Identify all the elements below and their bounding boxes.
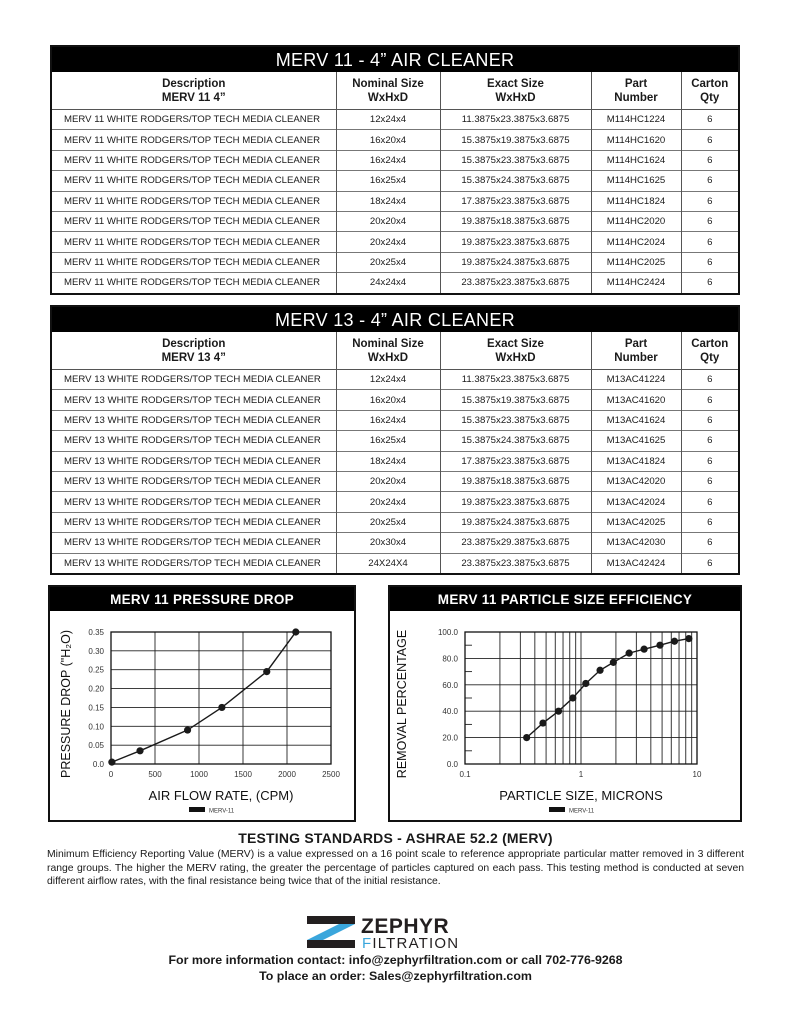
data-point — [108, 759, 115, 766]
table-row — [52, 533, 738, 553]
exact-size-cell: 15.3875x24.3875x3.6875 — [440, 431, 591, 451]
column-header — [336, 332, 440, 370]
legend-swatch — [549, 807, 565, 812]
data-point — [218, 704, 225, 711]
column-header-line1: Carton — [691, 77, 729, 90]
x-axis-label: AIR FLOW RATE, (CPM) — [148, 788, 294, 803]
y-tick-label: 0.25 — [88, 665, 104, 675]
logo-bar-top — [307, 916, 355, 924]
y-tick-label: 40.0 — [442, 707, 458, 717]
column-header-line2: WxHxD — [367, 351, 409, 364]
part-number-cell: M13AC41620 — [591, 390, 681, 410]
particle-size-plot — [390, 587, 744, 824]
description-cell: MERV 13 WHITE RODGERS/TOP TECH MEDIA CLEANER — [52, 410, 336, 430]
logo-word-filtration-rest: ILTRATION — [372, 935, 460, 951]
pressure-drop-chart-title: MERV 11 PRESSURE DROP — [50, 587, 354, 611]
zephyr-filtration-logo — [305, 913, 490, 951]
merv13-table — [50, 305, 740, 575]
column-header-line2: Number — [614, 351, 658, 364]
logo-word-zephyr: ZEPHYR — [361, 915, 450, 938]
table-row — [52, 130, 738, 150]
pressure-drop-plot — [50, 587, 358, 824]
table-row — [52, 171, 738, 191]
exact-size-cell: 19.3875x23.3875x3.6875 — [440, 492, 591, 512]
description-cell: MERV 11 WHITE RODGERS/TOP TECH MEDIA CLEANER — [52, 273, 336, 293]
table-row — [52, 150, 738, 170]
data-point — [656, 642, 663, 649]
exact-size-cell: 15.3875x19.3875x3.6875 — [440, 390, 591, 410]
description-cell: MERV 13 WHITE RODGERS/TOP TECH MEDIA CLEANER — [52, 492, 336, 512]
data-point — [610, 659, 617, 666]
column-header-line1: Exact Size — [487, 77, 544, 90]
y-tick-label: 0.15 — [88, 703, 104, 713]
x-tick-label: 10 — [692, 770, 702, 779]
table-row — [52, 471, 738, 491]
part-number-cell: M13AC42024 — [591, 492, 681, 512]
particle-size-chart-title: MERV 11 PARTICLE SIZE EFFICIENCY — [390, 587, 740, 611]
data-point — [539, 719, 546, 726]
part-number-cell: M13AC42020 — [591, 471, 681, 491]
exact-size-cell: 15.3875x23.3875x3.6875 — [440, 150, 591, 170]
legend-label: MERV-11 — [569, 808, 595, 815]
table-row — [52, 232, 738, 252]
x-tick-label: 1000 — [190, 770, 208, 779]
plot-frame — [111, 632, 331, 764]
carton-qty-cell: 6 — [681, 150, 738, 170]
exact-size-cell: 15.3875x23.3875x3.6875 — [440, 410, 591, 430]
column-header-line2: MERV 11 4” — [161, 91, 226, 104]
part-number-cell: M114HC2025 — [591, 252, 681, 272]
description-cell: MERV 11 WHITE RODGERS/TOP TECH MEDIA CLEANER — [52, 191, 336, 211]
part-number-cell: M13AC41824 — [591, 451, 681, 471]
part-number-cell: M13AC42025 — [591, 512, 681, 532]
column-header-line1: Part — [624, 337, 648, 350]
part-number-cell: M114HC1224 — [591, 110, 681, 130]
table-row — [52, 410, 738, 430]
pressure-drop-chart — [48, 585, 356, 822]
y-tick-label: 0.10 — [88, 722, 104, 732]
table-row — [52, 273, 738, 293]
carton-qty-cell: 6 — [681, 390, 738, 410]
exact-size-cell: 19.3875x23.3875x3.6875 — [440, 232, 591, 252]
column-header-line1: Nominal Size — [352, 337, 424, 350]
table-row — [52, 211, 738, 231]
carton-qty-cell: 6 — [681, 171, 738, 191]
description-cell: MERV 11 WHITE RODGERS/TOP TECH MEDIA CLEANER — [52, 150, 336, 170]
x-tick-label: 0 — [108, 770, 114, 779]
zephyr-z-icon — [305, 913, 490, 951]
table-header-row — [52, 332, 738, 370]
series-line-merv-11 — [112, 632, 296, 762]
nominal-size-cell: 20x24x4 — [336, 232, 440, 252]
column-header — [681, 72, 738, 110]
data-point — [569, 694, 576, 701]
part-number-cell: M13AC41224 — [591, 370, 681, 390]
carton-qty-cell: 6 — [681, 370, 738, 390]
part-number-cell: M13AC41625 — [591, 431, 681, 451]
carton-qty-cell: 6 — [681, 110, 738, 130]
merv11-table-title: MERV 11 - 4” AIR CLEANER — [52, 47, 738, 72]
carton-qty-cell: 6 — [681, 211, 738, 231]
logo-word-filtration — [362, 935, 459, 951]
carton-qty-cell: 6 — [681, 431, 738, 451]
x-tick-label: 0.1 — [459, 770, 471, 779]
data-point — [523, 734, 530, 741]
table-row — [52, 451, 738, 471]
carton-qty-cell: 6 — [681, 232, 738, 252]
legend-swatch — [189, 807, 205, 812]
logo-bar-bottom — [307, 940, 355, 948]
y-tick-label: 60.0 — [442, 680, 458, 690]
nominal-size-cell: 18x24x4 — [336, 191, 440, 211]
carton-qty-cell: 6 — [681, 533, 738, 553]
part-number-cell: M13AC41624 — [591, 410, 681, 430]
table-row — [52, 431, 738, 451]
exact-size-cell: 19.3875x18.3875x3.6875 — [440, 471, 591, 491]
nominal-size-cell: 20x25x4 — [336, 512, 440, 532]
carton-qty-cell: 6 — [681, 471, 738, 491]
merv13-table-title: MERV 13 - 4” AIR CLEANER — [52, 307, 738, 332]
column-header-line1: Nominal Size — [352, 77, 424, 90]
data-point — [685, 635, 692, 642]
exact-size-cell: 15.3875x24.3875x3.6875 — [440, 171, 591, 191]
data-point — [555, 708, 562, 715]
nominal-size-cell: 12x24x4 — [336, 110, 440, 130]
series-line-merv-11 — [527, 639, 689, 738]
carton-qty-cell: 6 — [681, 252, 738, 272]
x-tick-label: 1 — [578, 770, 584, 779]
data-point — [136, 747, 143, 754]
x-tick-label: 2000 — [278, 770, 296, 779]
column-header-line2: Number — [614, 91, 658, 104]
column-header-line1: Description — [162, 337, 226, 350]
nominal-size-cell: 20x20x4 — [336, 471, 440, 491]
logo-letter-f: F — [362, 935, 373, 951]
exact-size-cell: 19.3875x18.3875x3.6875 — [440, 211, 591, 231]
exact-size-cell: 23.3875x23.3875x3.6875 — [440, 273, 591, 293]
logo-bar-diagonal — [307, 924, 355, 940]
nominal-size-cell: 20x20x4 — [336, 211, 440, 231]
table-row — [52, 370, 738, 390]
y-tick-label: 80.0 — [442, 654, 458, 664]
part-number-cell: M13AC42424 — [591, 553, 681, 573]
legend-label: MERV-11 — [209, 808, 235, 815]
exact-size-cell: 19.3875x24.3875x3.6875 — [440, 512, 591, 532]
column-header-line2: WxHxD — [495, 351, 536, 364]
part-number-cell: M114HC2020 — [591, 211, 681, 231]
y-tick-label: 0.35 — [88, 628, 104, 637]
exact-size-cell: 17.3875x23.3875x3.6875 — [440, 451, 591, 471]
column-header — [681, 332, 738, 370]
column-header-line1: Exact Size — [487, 337, 544, 350]
nominal-size-cell: 16x24x4 — [336, 410, 440, 430]
description-cell: MERV 11 WHITE RODGERS/TOP TECH MEDIA CLEANER — [64, 114, 321, 126]
description-cell: MERV 13 WHITE RODGERS/TOP TECH MEDIA CLEANER — [52, 471, 336, 491]
part-number-cell: M13AC42030 — [591, 533, 681, 553]
contact-line-order: To place an order: Sales@zephyrfiltration.com — [259, 969, 532, 983]
y-tick-label: 20.0 — [442, 733, 458, 743]
data-point — [596, 667, 603, 674]
data-point — [292, 628, 299, 635]
testing-standards-title: TESTING STANDARDS - ASHRAE 52.2 (MERV) — [238, 830, 553, 846]
data-point — [641, 646, 648, 653]
carton-qty-cell: 6 — [681, 451, 738, 471]
x-tick-label: 500 — [148, 770, 162, 779]
description-cell: MERV 13 WHITE RODGERS/TOP TECH MEDIA CLEANER — [64, 374, 321, 386]
nominal-size-cell: 16x20x4 — [336, 390, 440, 410]
merv11-product-table — [52, 72, 738, 293]
carton-qty-cell: 6 — [681, 553, 738, 573]
y-tick-label: 0.30 — [88, 646, 104, 656]
part-number-cell: M114HC1624 — [591, 150, 681, 170]
y-axis-label: PRESSURE DROP ("H₂O) — [59, 630, 73, 778]
contact-info — [0, 952, 791, 984]
column-header-line1: Description — [162, 77, 226, 90]
description-cell: MERV 13 WHITE RODGERS/TOP TECH MEDIA CLEANER — [52, 553, 336, 573]
column-header-line2: WxHxD — [367, 91, 409, 104]
table-row — [52, 191, 738, 211]
y-tick-label: 0.0 — [446, 760, 458, 769]
part-number-cell: M114HC1620 — [591, 130, 681, 150]
data-point — [671, 638, 678, 645]
nominal-size-cell: 16x25x4 — [336, 431, 440, 451]
nominal-size-cell: 16x20x4 — [336, 130, 440, 150]
nominal-size-cell: 12x24x4 — [336, 370, 440, 390]
part-number-cell: M114HC1625 — [591, 171, 681, 191]
column-header-line1: Carton — [691, 337, 729, 350]
table-row — [52, 390, 738, 410]
x-axis-label: PARTICLE SIZE, MICRONS — [499, 788, 663, 803]
data-point — [626, 650, 633, 657]
table-row — [52, 553, 738, 573]
exact-size-cell: 23.3875x29.3875x3.6875 — [440, 533, 591, 553]
nominal-size-cell: 20x25x4 — [336, 252, 440, 272]
table-row — [52, 110, 738, 130]
description-cell: MERV 13 WHITE RODGERS/TOP TECH MEDIA CLEANER — [52, 390, 336, 410]
column-header-line2: Qty — [700, 351, 720, 364]
nominal-size-cell: 20x24x4 — [336, 492, 440, 512]
exact-size-cell: 17.3875x23.3875x3.6875 — [440, 191, 591, 211]
nominal-size-cell: 16x25x4 — [336, 171, 440, 191]
description-cell: MERV 11 WHITE RODGERS/TOP TECH MEDIA CLEANER — [52, 171, 336, 191]
column-header-line2: Qty — [700, 91, 720, 104]
y-tick-label: 0.05 — [88, 741, 104, 751]
merv11-table — [50, 45, 740, 295]
column-header — [591, 72, 681, 110]
description-cell: MERV 13 WHITE RODGERS/TOP TECH MEDIA CLEANER — [52, 533, 336, 553]
column-header — [52, 72, 336, 110]
carton-qty-cell: 6 — [681, 191, 738, 211]
exact-size-cell: 11.3875x23.3875x3.6875 — [440, 370, 591, 390]
contact-line-info: For more information contact: info@zephyrfiltration.com or call 702-776-9268 — [168, 953, 623, 967]
nominal-size-cell: 18x24x4 — [336, 451, 440, 471]
data-point — [263, 668, 270, 675]
description-cell: MERV 13 WHITE RODGERS/TOP TECH MEDIA CLEANER — [52, 451, 336, 471]
testing-standards-body: Minimum Efficiency Reporting Value (MERV) is a value expressed on a 16 point scale to reference appropriate particular matter removed in 3 different range groups. The higher the MERV rating, the greater the percentage of particles captured on each pass. This testing method is conducted at seven different airflow rates, with the final resistance being twice that of the initial resistance. — [47, 849, 744, 888]
y-axis-label: REMOVAL PERCENTAGE — [395, 629, 409, 779]
y-tick-label: 0.0 — [92, 760, 104, 769]
description-cell: MERV 11 WHITE RODGERS/TOP TECH MEDIA CLEANER — [52, 252, 336, 272]
column-header — [440, 72, 591, 110]
column-header-line2: MERV 13 4” — [161, 351, 226, 364]
exact-size-cell: 11.3875x23.3875x3.6875 — [440, 110, 591, 130]
table-header-row — [52, 72, 738, 110]
column-header — [591, 332, 681, 370]
data-point — [184, 726, 191, 733]
description-cell: MERV 13 WHITE RODGERS/TOP TECH MEDIA CLEANER — [52, 431, 336, 451]
x-tick-label: 1500 — [234, 770, 252, 779]
nominal-size-cell: 16x24x4 — [336, 150, 440, 170]
column-header — [336, 72, 440, 110]
description-cell: MERV 11 WHITE RODGERS/TOP TECH MEDIA CLEANER — [52, 232, 336, 252]
data-point — [582, 680, 589, 687]
exact-size-cell: 15.3875x19.3875x3.6875 — [440, 130, 591, 150]
table-row — [52, 512, 738, 532]
column-header-line2: WxHxD — [495, 91, 536, 104]
x-tick-label: 2500 — [322, 770, 340, 779]
y-tick-label: 0.20 — [88, 684, 104, 694]
part-number-cell: M114HC2024 — [591, 232, 681, 252]
carton-qty-cell: 6 — [681, 410, 738, 430]
exact-size-cell: 23.3875x23.3875x3.6875 — [440, 553, 591, 573]
description-cell: MERV 13 WHITE RODGERS/TOP TECH MEDIA CLEANER — [52, 512, 336, 532]
merv13-product-table — [52, 332, 738, 573]
y-tick-label: 100.0 — [437, 628, 458, 637]
carton-qty-cell: 6 — [681, 273, 738, 293]
description-cell: MERV 11 WHITE RODGERS/TOP TECH MEDIA CLEANER — [52, 130, 336, 150]
table-row — [52, 252, 738, 272]
carton-qty-cell: 6 — [681, 512, 738, 532]
column-header — [440, 332, 591, 370]
carton-qty-cell: 6 — [681, 130, 738, 150]
column-header-line1: Part — [624, 77, 648, 90]
nominal-size-cell: 20x30x4 — [336, 533, 440, 553]
exact-size-cell: 19.3875x24.3875x3.6875 — [440, 252, 591, 272]
nominal-size-cell: 24X24X4 — [336, 553, 440, 573]
nominal-size-cell: 24x24x4 — [336, 273, 440, 293]
description-cell: MERV 11 WHITE RODGERS/TOP TECH MEDIA CLEANER — [52, 211, 336, 231]
part-number-cell: M114HC2424 — [591, 273, 681, 293]
column-header — [52, 332, 336, 370]
carton-qty-cell: 6 — [681, 492, 738, 512]
part-number-cell: M114HC1824 — [591, 191, 681, 211]
particle-size-chart — [388, 585, 742, 822]
table-row — [52, 492, 738, 512]
